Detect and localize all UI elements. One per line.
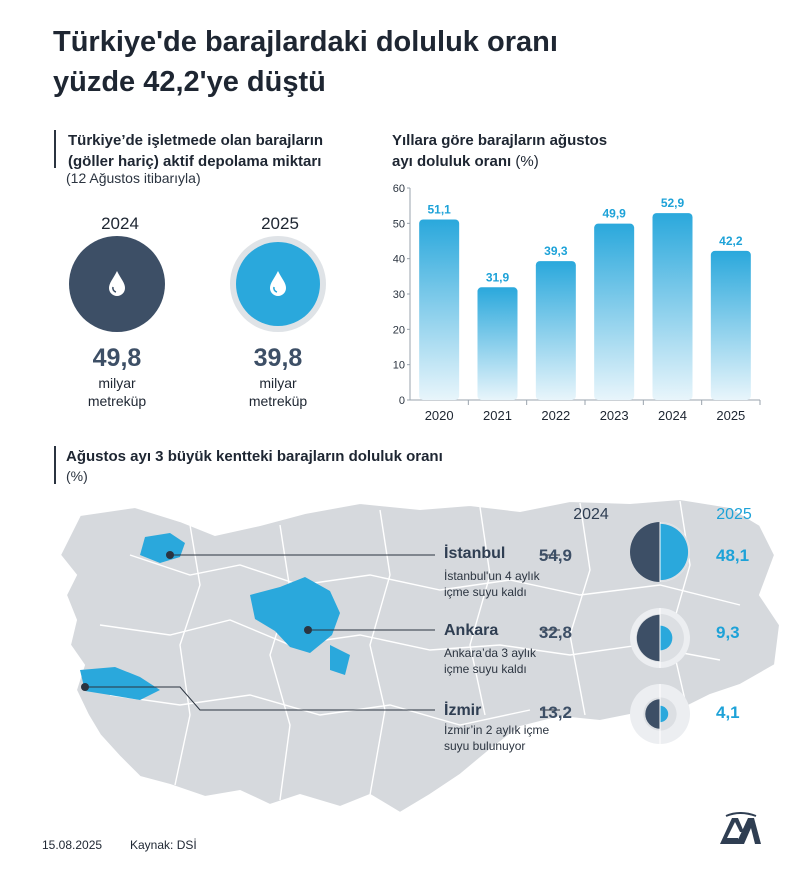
aa-logo-mark (718, 812, 762, 846)
note-line: içme suyu kaldı (444, 662, 527, 676)
note-line: İstanbul'un 4 aylık (444, 569, 540, 583)
unit-line: metreküp (87, 393, 147, 409)
city-name-izmir: İzmir (444, 702, 482, 719)
bar (536, 261, 576, 400)
y-tick-label: 10 (392, 359, 405, 372)
x-tick-label: 2025 (716, 408, 746, 423)
izmir-dot (81, 683, 89, 691)
storage-title-line-1: Türkiye’de işletmede olan barajların (68, 132, 324, 149)
ankara-value-2025: 9,3 (716, 623, 740, 642)
fill-2025-half (660, 524, 688, 580)
istanbul-value-2025: 48,1 (716, 546, 750, 565)
unit-line: milyar (259, 375, 297, 391)
y-tick-label: 50 (392, 218, 405, 231)
bar-value-label: 39,3 (544, 244, 568, 259)
footer-source: Kaynak: DSİ (130, 838, 197, 852)
storage-subtitle: (12 Ağustos itibarıyla) (66, 170, 201, 186)
istanbul-dot (166, 551, 174, 559)
y-tick-label: 60 (392, 183, 405, 195)
storage-unit-2025 (218, 374, 338, 410)
y-tick-label: 0 (398, 395, 405, 407)
bar-title-line-2 (392, 151, 607, 172)
storage-unit-2024 (57, 374, 177, 410)
bar-value-label: 31,9 (485, 270, 510, 285)
city-section-unit: (%) (66, 468, 88, 484)
x-tick-label: 2024 (658, 408, 687, 423)
bar-value-label: 49,9 (602, 206, 626, 221)
footer-date: 15.08.2025 (42, 838, 103, 852)
bar-title-unit: (%) (515, 153, 539, 170)
water-drop-icon (268, 270, 288, 296)
storage-value-2024: 49,8 (92, 344, 142, 372)
storage-circle-2024 (69, 236, 165, 332)
bar-title-text: ayı doluluk oranı (392, 153, 512, 170)
bar-value-label: 42,2 (719, 233, 743, 248)
water-drop-icon (107, 270, 127, 296)
note-line: Ankara’da 3 aylık (444, 646, 537, 660)
city-note-istanbul (444, 568, 574, 600)
storage-year-2024: 2024 (101, 214, 139, 233)
city-fill-charts (600, 510, 720, 760)
title-line-2: yüzde 42,2'ye düştü (53, 66, 326, 98)
city-header-2024: 2024 (573, 506, 609, 523)
bar (711, 251, 751, 400)
note-line: İzmir’in 2 aylık içme (444, 723, 550, 737)
storage-circle-2025 (230, 236, 326, 332)
bar-value-label: 52,9 (660, 196, 685, 211)
bar-value-label: 51,1 (427, 202, 451, 217)
y-tick-label: 20 (392, 324, 405, 337)
istanbul-value-2024: 54,9 (538, 546, 572, 565)
section-marker (54, 130, 56, 168)
city-header-2025: 2025 (716, 506, 752, 523)
page-title (53, 22, 653, 102)
city-name-istanbul: İstanbul (444, 545, 506, 562)
y-tick-label: 40 (392, 253, 405, 266)
storage-title-line-2: (göller hariç) aktif depolama miktarı (68, 153, 322, 170)
bar (478, 287, 518, 400)
aa-logo (718, 812, 762, 846)
unit-line: milyar (98, 375, 136, 391)
y-tick-label: 30 (392, 289, 405, 301)
fill-2024-half (630, 522, 660, 582)
section-marker (54, 446, 56, 484)
bar-chart (380, 178, 770, 430)
bar (653, 213, 693, 400)
note-line: içme suyu kaldı (444, 585, 527, 599)
bar (419, 219, 459, 400)
x-tick-label: 2022 (541, 408, 571, 423)
x-tick-label: 2023 (599, 408, 629, 423)
x-tick-label: 2021 (483, 408, 512, 423)
title-line-1: Türkiye'de barajlardaki doluluk oranı (53, 26, 558, 58)
city-section-title: Ağustos ayı 3 büyük kentteki barajların doluluk oranı (66, 448, 443, 465)
bar-chart-title (392, 130, 607, 172)
note-line: suyu bulunuyor (444, 739, 526, 753)
city-name-ankara: Ankara (444, 622, 499, 639)
x-tick-label: 2020 (424, 408, 454, 423)
izmir-value-2025: 4,1 (716, 703, 740, 722)
storage-value-2025: 39,8 (253, 344, 303, 372)
city-note-ankara (444, 645, 574, 677)
storage-title (68, 130, 323, 172)
bar-title-line-1: Yıllara göre barajların ağustos (392, 132, 608, 149)
izmir-value-2024: 13,2 (538, 703, 572, 722)
unit-line: metreküp (248, 393, 308, 409)
ankara-dot (304, 626, 312, 634)
ankara-value-2024: 32,8 (538, 623, 572, 642)
storage-year-2025: 2025 (261, 214, 299, 233)
bar (594, 224, 634, 400)
city-note-izmir (444, 722, 574, 754)
